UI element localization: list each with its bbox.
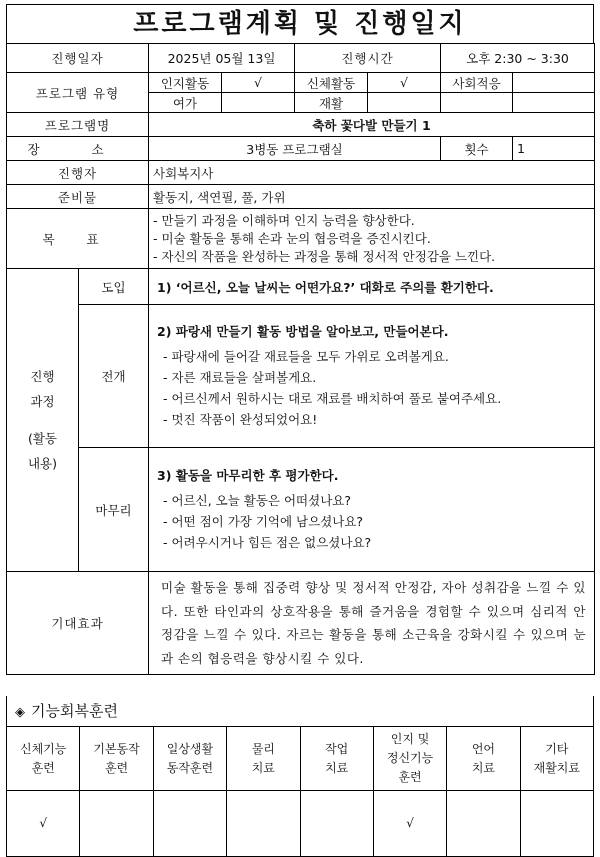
process-label-line: 내용) bbox=[27, 456, 58, 471]
stage-closing-line: - 어떤 점이 가장 기억에 남으셨나요? bbox=[163, 514, 364, 529]
goal-item: - 만들기 과정을 이해하며 인지 능력을 향상한다. bbox=[153, 212, 415, 228]
leader-row bbox=[7, 161, 595, 185]
rehab-check-cell bbox=[80, 791, 153, 857]
process-label-line: 진행 bbox=[30, 369, 55, 384]
type-empty-2 bbox=[513, 93, 595, 113]
rehab-col-line: 일상생활 bbox=[166, 741, 214, 756]
type-label: 프로그램 유형 bbox=[7, 73, 149, 113]
stage-main-line: - 자른 재료들을 살펴볼게요. bbox=[163, 370, 317, 385]
type-leisure-check bbox=[222, 93, 295, 113]
rehab-col-header bbox=[373, 727, 446, 791]
rehab-col-header bbox=[447, 727, 520, 791]
document-title: 프로그램계획 및 진행일지 bbox=[6, 4, 594, 43]
expected-effect-text: 미술 활동을 통해 집중력 향상 및 정서적 안정감, 자아 성취감을 느낄 수 있다. 또한 타인과의 상호작용을 통해 즐거움을 경험할 수 있으며 심리적 안정감을 느낄 수 있다. 자르는 활동을 통해 소근육을 강화시킬 수 있으며 눈과 손의 협응력을 향상시킬 수 있다. bbox=[149, 572, 595, 675]
rehab-check-cell: √ bbox=[7, 791, 80, 857]
supplies-row bbox=[7, 185, 595, 209]
rehab-col-line: 언어 bbox=[471, 741, 496, 756]
date-value: 2025년 05월 13일 bbox=[149, 44, 295, 73]
rehab-check-cell bbox=[520, 791, 593, 857]
rehab-check-cell bbox=[227, 791, 300, 857]
type-social-label: 사회적응 bbox=[441, 73, 513, 93]
stage-intro-head: 1) ‘어르신, 오늘 날씨는 어떤가요?’ 대화로 주의를 환기한다. bbox=[157, 279, 494, 295]
goals-row bbox=[7, 209, 595, 269]
rehab-check-cell: √ bbox=[373, 791, 446, 857]
program-name-row bbox=[7, 113, 595, 137]
type-social-check bbox=[513, 73, 595, 93]
rehab-col-line: 훈련 bbox=[31, 760, 55, 775]
type-leisure-label: 여가 bbox=[149, 93, 222, 113]
goals-label: 목 표 bbox=[7, 209, 149, 269]
program-info-table bbox=[6, 43, 595, 675]
rehab-section-header bbox=[6, 696, 594, 726]
stage-intro-row bbox=[7, 269, 595, 305]
stage-main-line: - 멋진 작품이 완성되었어요! bbox=[163, 412, 318, 427]
stage-main-head: 2) 파랑새 만들기 활동 방법을 알아보고, 만들어본다. bbox=[157, 324, 449, 339]
stage-main-content bbox=[149, 305, 595, 448]
rehab-table bbox=[6, 726, 594, 857]
rehab-col-line: 정신기능 bbox=[386, 751, 434, 765]
place-label: 장 소 bbox=[7, 137, 149, 161]
stage-intro-content bbox=[149, 269, 595, 305]
supplies-label: 준비물 bbox=[7, 185, 149, 209]
rehab-col-header bbox=[300, 727, 373, 791]
rehab-col-line: 동작훈련 bbox=[166, 760, 214, 775]
type-cognitive-label: 인지활동 bbox=[149, 73, 222, 93]
supplies-value: 활동지, 색연필, 풀, 가위 bbox=[149, 185, 595, 209]
stage-closing-line: - 어려우시거나 힘든 점은 없으셨나요? bbox=[163, 535, 372, 550]
rehab-check-cell bbox=[153, 791, 226, 857]
stage-closing-head: 3) 활동을 마무리한 후 평가한다. bbox=[157, 468, 339, 483]
stage-closing-line: - 어르신, 오늘 활동은 어떠셨나요? bbox=[163, 493, 351, 508]
rehab-col-header bbox=[7, 727, 80, 791]
expected-row bbox=[7, 572, 595, 675]
diamond-icon: ◈ bbox=[15, 705, 25, 720]
stage-closing-label: 마무리 bbox=[79, 448, 149, 572]
type-row-1 bbox=[7, 73, 595, 93]
place-value: 3병동 프로그램실 bbox=[149, 137, 441, 161]
rehab-col-line: 치료 bbox=[251, 760, 275, 775]
stage-closing-row bbox=[7, 448, 595, 572]
goal-item: - 자신의 작품을 완성하는 과정을 통해 정서적 안정감을 느낀다. bbox=[153, 248, 496, 264]
process-label-line: (활동 bbox=[27, 431, 58, 446]
rehab-col-line: 작업 bbox=[325, 741, 349, 756]
stage-main-line: - 어르신께서 원하시는 대로 재료를 배치하여 풀로 붙여주세요. bbox=[163, 391, 502, 406]
rehab-section-title: 기능회복훈련 bbox=[31, 702, 118, 720]
goal-item: - 미술 활동을 통해 손과 눈의 협응력을 증진시킨다. bbox=[153, 230, 431, 246]
date-label: 진행일자 bbox=[7, 44, 149, 73]
rehab-check-row bbox=[7, 791, 594, 857]
rehab-col-line: 기타 bbox=[545, 741, 569, 756]
count-value: 1 bbox=[513, 137, 595, 161]
rehab-col-header bbox=[80, 727, 153, 791]
rehab-col-line: 재활치료 bbox=[533, 760, 580, 775]
stage-main-row bbox=[7, 305, 595, 448]
rehab-check-cell bbox=[447, 791, 520, 857]
program-log-page bbox=[6, 4, 594, 675]
type-physical-label: 신체활동 bbox=[295, 73, 368, 93]
leader-label: 진행자 bbox=[7, 161, 149, 185]
rehab-col-line: 인지 및 bbox=[390, 732, 430, 746]
expected-label: 기대효과 bbox=[7, 572, 149, 675]
rehab-col-header bbox=[227, 727, 300, 791]
rehab-col-header bbox=[520, 727, 593, 791]
rehab-header-row bbox=[7, 727, 594, 791]
rehab-col-header bbox=[153, 727, 226, 791]
stage-main-line: - 파랑새에 들어갈 재료들을 모두 가위로 오려볼게요. bbox=[163, 349, 449, 364]
rehab-col-line: 훈련 bbox=[104, 760, 129, 775]
goals-list bbox=[149, 209, 595, 269]
type-empty-1 bbox=[441, 93, 513, 113]
rehab-col-line: 훈련 bbox=[398, 770, 422, 784]
count-label: 횟수 bbox=[441, 137, 513, 161]
program-name-value: 축하 꽃다발 만들기 1 bbox=[149, 113, 595, 137]
rehab-col-line: 치료 bbox=[471, 760, 496, 775]
leader-value: 사회복지사 bbox=[149, 161, 595, 185]
stage-closing-content bbox=[149, 448, 595, 572]
process-label bbox=[7, 269, 79, 572]
date-row bbox=[7, 44, 595, 73]
type-rehab-label: 재활 bbox=[295, 93, 368, 113]
rehab-check-cell bbox=[300, 791, 373, 857]
process-label-line: 과정 bbox=[30, 394, 55, 409]
type-cognitive-check: √ bbox=[222, 73, 295, 93]
stage-main-label: 전개 bbox=[79, 305, 149, 448]
program-name-label: 프로그램명 bbox=[7, 113, 149, 137]
type-rehab-check bbox=[368, 93, 441, 113]
rehab-col-line: 물리 bbox=[251, 741, 275, 756]
rehab-col-line: 치료 bbox=[325, 760, 349, 775]
place-row bbox=[7, 137, 595, 161]
rehab-col-line: 신체기능 bbox=[20, 741, 67, 756]
time-value: 오후 2:30 ~ 3:30 bbox=[441, 44, 595, 73]
stage-intro-label: 도입 bbox=[79, 269, 149, 305]
rehab-col-line: 기본동작 bbox=[93, 741, 140, 756]
type-physical-check: √ bbox=[368, 73, 441, 93]
time-label: 진행시간 bbox=[295, 44, 441, 73]
